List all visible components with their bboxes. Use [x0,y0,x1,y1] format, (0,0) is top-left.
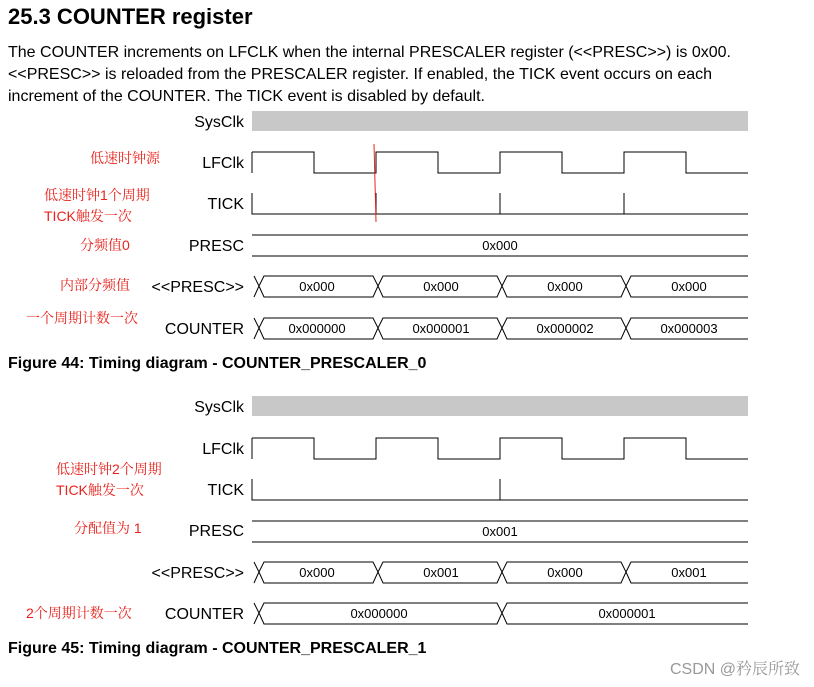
presc-internal-segment: 0x000 [299,279,335,294]
figure-45-caption: Figure 45: Timing diagram - COUNTER_PRESCALER_1 [8,640,427,657]
csdn-watermark: CSDN @矜辰所致 [669,661,800,678]
signal-label-sysclk: SysClk [194,114,244,131]
figure-44-diagram [26,111,748,339]
section-title: 25.3 COUNTER register [8,4,253,29]
counter-segment: 0x000003 [660,321,718,336]
annotation-tick-line2: TICK触发一次 [56,482,144,498]
figure-44-caption: Figure 44: Timing diagram - COUNTER_PRESCALER_0 [8,355,427,372]
signal-label-lfclk: LFClk [202,441,244,458]
annotation-tick-line2: TICK触发一次 [44,208,132,224]
counter-bus [254,603,748,624]
counter-segment: 0x000000 [288,321,346,336]
sysclk-bar [252,111,748,131]
presc-internal-segment: 0x000 [671,279,707,294]
paragraph-line: The COUNTER increments on LFCLK when the internal PRESCALER register (<<PRESC>>) is 0x00. [8,44,731,61]
counter-segment: 0x000002 [536,321,594,336]
presc-internal-segment: 0x001 [423,565,459,580]
lfclk-waveform [252,438,748,459]
signal-label-counter: COUNTER [164,321,244,338]
figure-45-diagram [26,396,748,624]
signal-label-presc: PRESC [188,523,244,540]
signal-label-presc-internal: <<PRESC>> [151,565,244,582]
paragraph-line: <<PRESC>> is reloaded from the PRESCALER register. If enabled, the TICK event occurs on each [8,66,713,83]
presc-value: 0x001 [482,524,518,539]
annotation-tick-line1: 低速时钟1个周期 [44,187,150,203]
presc-internal-segment: 0x001 [671,565,707,580]
presc-internal-segment: 0x000 [547,279,583,294]
lfclk-waveform [252,152,748,173]
tick-waveform [252,479,748,500]
counter-segment: 0x000000 [350,606,408,621]
presc-internal-segment: 0x000 [423,279,459,294]
annotation-counter: 一个周期计数一次 [26,310,138,326]
annotation-counter: 2个周期计数一次 [26,605,132,621]
annotation-tick-line1: 低速时钟2个周期 [56,461,162,477]
signal-label-counter: COUNTER [164,606,244,623]
counter-segment: 0x000001 [412,321,470,336]
presc-internal-segment: 0x000 [299,565,335,580]
signal-label-presc-internal: <<PRESC>> [151,279,244,296]
tick-waveform [252,193,748,214]
annotation-lfclk-source: 低速时钟源 [90,150,160,166]
presc-internal-segment: 0x000 [547,565,583,580]
counter-segment: 0x000001 [598,606,656,621]
annotation-presc-internal: 内部分频值 [60,277,130,293]
paragraph-line: increment of the COUNTER. The TICK event is disabled by default. [8,88,485,105]
annotation-presc: 分配值为 1 [74,520,142,536]
sysclk-bar [252,396,748,416]
annotation-presc: 分频值0 [80,237,130,253]
signal-label-sysclk: SysClk [194,399,244,416]
signal-label-lfclk: LFClk [202,155,244,172]
signal-label-presc: PRESC [188,238,244,255]
signal-label-tick: TICK [207,196,244,213]
presc-value: 0x000 [482,238,518,253]
signal-label-tick: TICK [207,482,244,499]
